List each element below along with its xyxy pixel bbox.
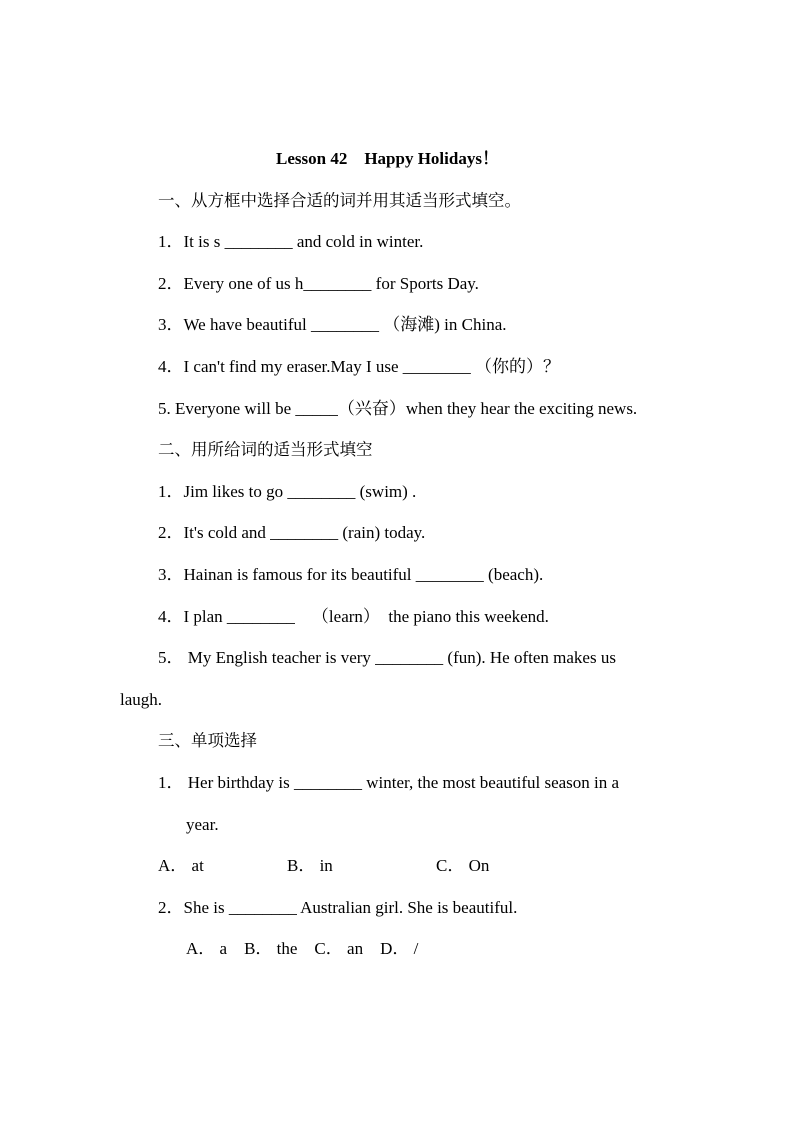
section-1-item-2: 2．Every one of us h________ for Sports Day.	[158, 274, 479, 293]
question-1-option-c: C． On	[436, 856, 490, 875]
question-2-options: A． a B． the C． an D． /	[186, 939, 419, 958]
section-1-item-5: 5. Everyone will be _____（兴奋）when they hear the exciting news.	[158, 399, 638, 418]
section-2-heading: 二、用所给词的适当形式填空	[158, 440, 373, 459]
section-2-item-2: 2．It's cold and ________ (rain) today.	[158, 523, 426, 542]
section-2-item-3: 3．Hainan is famous for its beautiful ________ (beach).	[158, 565, 544, 584]
section-2-item-5-line-2: laugh.	[120, 690, 163, 709]
question-1-option-a: A． at	[158, 856, 204, 875]
section-1-item-1: 1．It is s ________ and cold in winter.	[158, 232, 424, 251]
question-1-line-1: 1． Her birthday is ________ winter, the most beautiful season in a	[158, 773, 620, 792]
section-2-item-1: 1．Jim likes to go ________ (swim) .	[158, 482, 417, 501]
section-1-heading: 一、从方框中选择合适的词并用其适当形式填空。	[158, 191, 521, 210]
section-2-item-5-line-1: 5． My English teacher is very ________ (fun). He often makes us	[158, 648, 616, 667]
section-3-heading: 三、单项选择	[158, 731, 257, 750]
section-1-item-4: 4．I can't find my eraser.May I use ________ （你的）？	[158, 357, 561, 376]
question-1-line-2: year.	[186, 815, 219, 834]
section-2-item-4: 4．I plan ________ （learn） the piano this weekend.	[158, 607, 549, 626]
question-1-option-b: B． in	[287, 856, 333, 875]
question-2-line-1: 2．She is ________ Australian girl. She is beautiful.	[158, 898, 518, 917]
page-title: Lesson 42 Happy Holidays！	[276, 149, 499, 168]
section-1-item-3: 3．We have beautiful ________ （海滩) in China.	[158, 315, 507, 334]
